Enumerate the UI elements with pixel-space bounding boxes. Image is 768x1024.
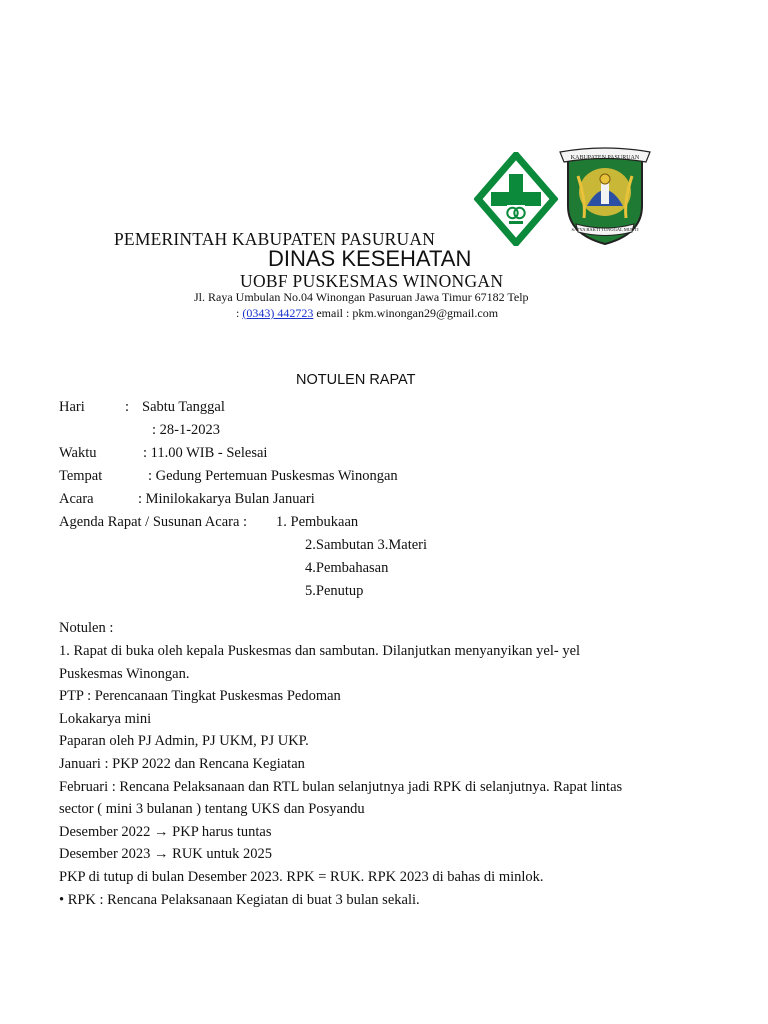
government-name: PEMERINTAH KABUPATEN PASURUAN [114,229,436,249]
hari-label: Hari [59,399,85,415]
unit-name: UOBF PUSKESMAS WINONGAN [240,271,504,291]
notulen-line: PTP : Perencanaan Tingkat Puskesmas Pedoman [59,688,341,705]
notulen-line: Puskesmas Winongan. [59,665,190,682]
tempat-label: Tempat [59,468,103,484]
notulen-body [59,640,739,911]
notulen-line: • RPK : Rencana Pelaksanaan Kegiatan di buat 3 bulan sekali. [59,891,420,908]
crest-banner-text: KABUPATEN PASURUAN [570,155,640,161]
tempat-value: : Gedung Pertemuan Puskesmas Winongan [148,468,398,484]
department-name: DINAS KESEHATAN [268,246,472,271]
notulen-line: 1. Rapat di buka oleh kepala Puskesmas dan sambutan. Dilanjutkan menyanyikan yel- yel [59,643,581,659]
agenda-label: Agenda Rapat / Susunan Acara : [59,514,248,530]
acara-label: Acara [59,491,94,507]
hari-value: Sabtu Tanggal [142,399,225,415]
crest-motto-text: SATYA BAKTI TUNGGAL MUKTI [571,227,639,232]
notulen-heading: Notulen : [59,620,114,636]
waktu-label: Waktu [59,445,97,461]
agenda-item: 1. Pembukaan [276,514,359,530]
notulen-line: sector ( mini 3 bulanan ) tentang UKS dan Posyandu [59,801,365,818]
agenda-item: 5.Penutup [305,583,364,599]
contact-prefix: : [236,306,240,320]
address-line: Jl. Raya Umbulan No.04 Winongan Pasuruan Jawa Timur 67182 Telp [194,290,529,304]
notulen-line: Februari : Rencana Pelaksanaan dan RTL bulan selanjutnya jadi RPK di selanjutnya. Rapat lintas [59,778,623,795]
notulen-line: Januari : PKP 2022 dan Rencana Kegiatan [59,755,305,772]
agenda-item: 4.Pembahasan [305,560,389,576]
agenda-item: 2.Sambutan 3.Materi [305,537,428,553]
tanggal-value: : 28-1-2023 [152,422,221,438]
notulen-line: PKP di tutup di bulan Desember 2023. RPK = RUK. RPK 2023 di bahas di minlok. [59,868,544,885]
document-title: NOTULEN RAPAT [296,372,416,388]
phone-link[interactable]: (0343) 442723 [242,306,314,320]
email-text: email : pkm.winongan29@gmail.com [316,306,499,320]
waktu-value: : 11.00 WIB - Selesai [143,445,268,461]
acara-value: : Minilokakarya Bulan Januari [138,491,315,507]
notulen-line: Desember 2022 → PKP harus tuntas [59,823,272,840]
notulen-line: Desember 2023 → RUK untuk 2025 [59,846,273,863]
pasuruan-crest-logo [556,146,654,246]
puskesmas-logo [474,152,558,246]
notulen-line: Paparan oleh PJ Admin, PJ UKM, PJ UKP. [59,733,309,750]
hari-separator: : [125,399,130,415]
contact-line [236,306,498,321]
notulen-line: Lokakarya mini [59,710,152,727]
